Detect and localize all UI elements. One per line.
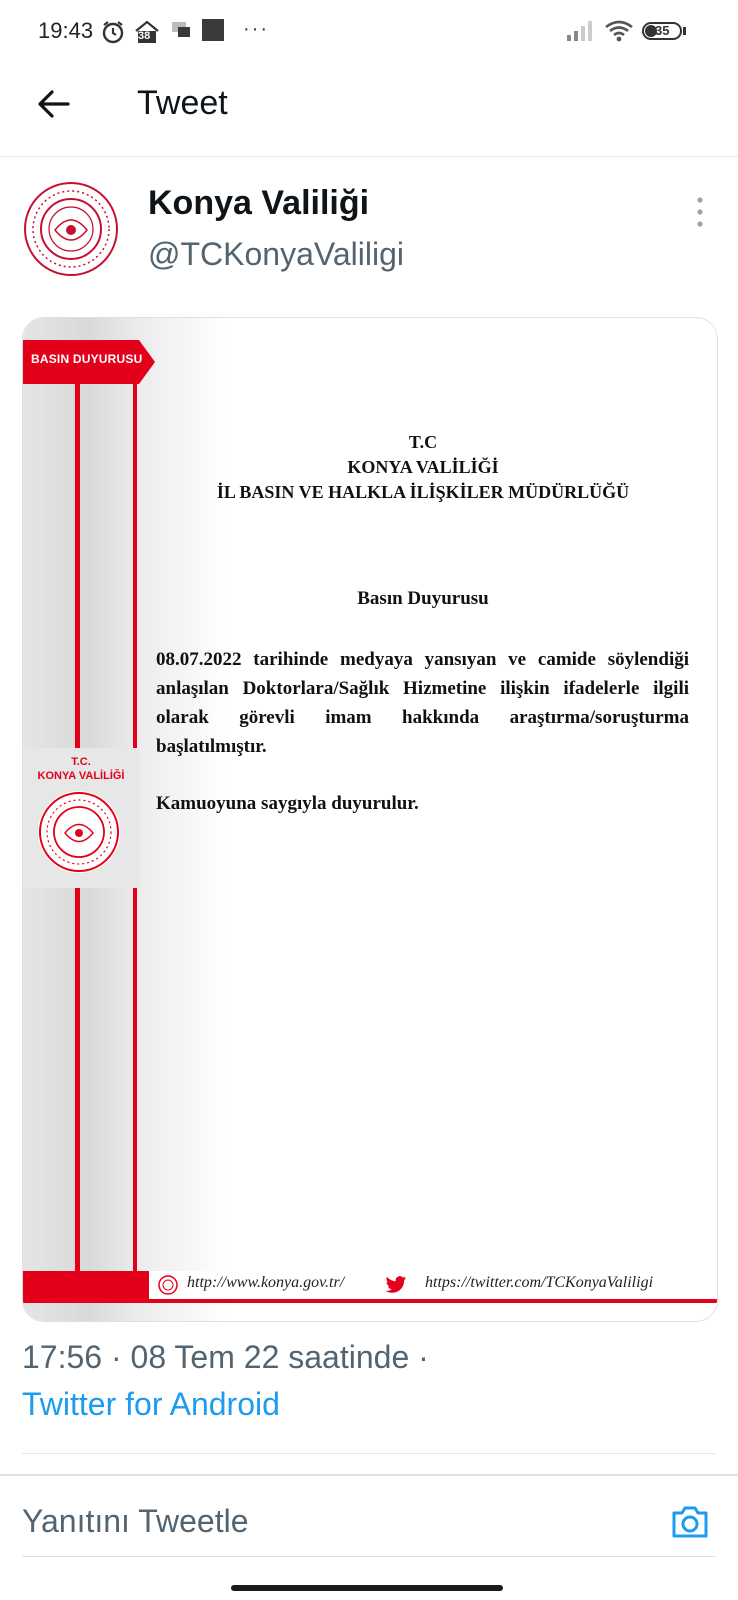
tweet-image[interactable] <box>22 317 718 1322</box>
battery-tip <box>683 27 686 35</box>
twitter-bird-icon <box>385 1275 407 1295</box>
document-header-line: KONYA VALİLİĞİ <box>347 457 499 477</box>
author-handle[interactable]: @TCKonyaValiligi <box>148 236 404 272</box>
seal-tc-label: T.C. <box>71 756 91 768</box>
divider <box>0 1474 738 1476</box>
camera-button[interactable] <box>668 1500 712 1544</box>
tweet-source-link[interactable]: Twitter for Android <box>22 1386 280 1422</box>
battery-level: 35 <box>655 23 670 38</box>
notification-count: 38 <box>138 30 151 42</box>
document-footer-twitter: https://twitter.com/TCKonyaValiligi <box>425 1274 654 1291</box>
document-closing: Kamuoyuna saygıyla duyurulur. <box>156 793 419 814</box>
header-divider <box>0 156 738 157</box>
more-options-button[interactable] <box>688 194 712 230</box>
more-notifications: ··· <box>243 18 269 40</box>
signal-icon <box>566 19 594 43</box>
document-subject: Basın Duyurusu <box>357 588 489 609</box>
reply-input[interactable]: Yanıtını Tweetle <box>22 1503 249 1539</box>
press-tag-label: BASIN DUYURUSU <box>31 352 143 366</box>
seal-konya-label: KONYA VALİLİĞİ <box>37 770 125 782</box>
document-body: 08.07.2022 tarihinde medyaya yansıyan ve camide söylendiği anlaşılan Doktorlara/Sağlık Hizmetine ilişkin ifadelerle ilgili olarak görevli imam hakkında araştırma/soruşturma başlatılmıştır. <box>156 649 689 757</box>
seal-logo-icon <box>22 180 120 278</box>
wifi-icon <box>604 19 634 43</box>
document-header-line: T.C <box>408 432 438 452</box>
governorship-seal-icon <box>37 790 121 874</box>
avatar[interactable] <box>22 180 120 278</box>
document-footer-website: http://www.konya.gov.tr/ <box>187 1274 345 1291</box>
cast-icon <box>170 19 194 43</box>
notification-icon <box>134 19 160 45</box>
page-title: Tweet <box>137 84 228 122</box>
divider <box>22 1556 716 1557</box>
status-bar <box>0 0 738 64</box>
square-icon <box>202 19 224 41</box>
arrow-left-icon <box>37 89 71 119</box>
divider <box>22 1453 716 1454</box>
document-header-line: İL BASIN VE HALKLA İLİŞKİLER MÜDÜRLÜĞÜ <box>216 482 630 502</box>
vertical-dots-icon <box>688 194 712 230</box>
website-seal-icon <box>158 1275 178 1295</box>
camera-icon <box>668 1500 712 1544</box>
battery-icon <box>642 22 682 40</box>
status-time: 19:43 <box>38 18 94 43</box>
alarm-icon <box>100 19 126 45</box>
home-indicator[interactable] <box>231 1585 503 1591</box>
back-button[interactable] <box>26 80 82 128</box>
tweet-timestamp[interactable]: 17:56 · 08 Tem 22 saatinde · <box>22 1339 429 1375</box>
author-name[interactable]: Konya Valiliği <box>148 184 370 222</box>
